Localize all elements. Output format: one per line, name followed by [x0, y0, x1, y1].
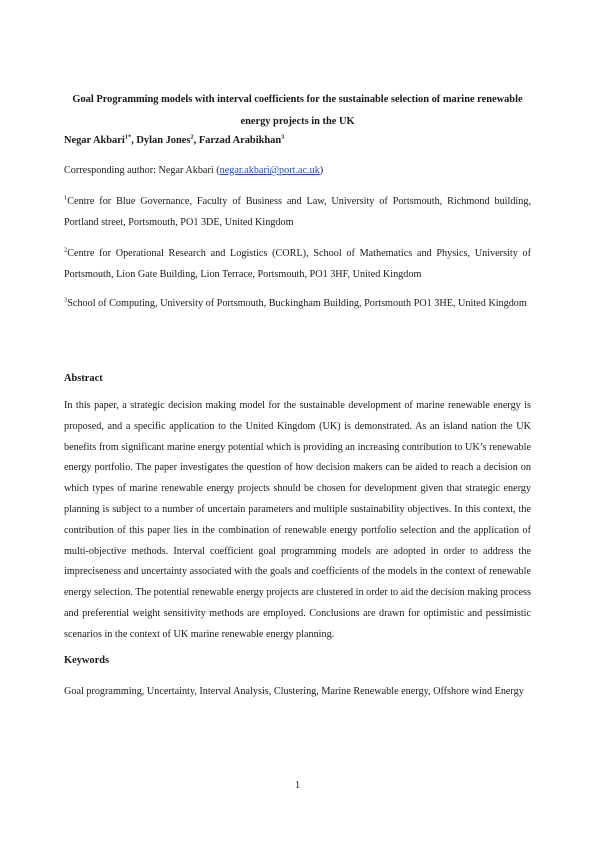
- abstract-heading: Abstract: [64, 373, 103, 384]
- affiliation-text: School of Computing, University of Portsmouth, Buckingham Building, Portsmouth PO1 3HE, United Kingdom: [67, 298, 527, 309]
- author-affiliation-marker: 3: [281, 133, 285, 141]
- affiliation-marker: 3: [64, 296, 68, 304]
- author-affiliation-marker: 1*: [124, 133, 132, 141]
- author-separator: ,: [193, 135, 199, 146]
- email-link[interactable]: negar.akbari@port.ac.uk: [219, 165, 320, 176]
- affiliation: [64, 293, 531, 314]
- author-list: [64, 134, 284, 148]
- author-name: Negar Akbari: [64, 135, 125, 146]
- corresponding-author-close: ): [319, 165, 324, 176]
- abstract-body: In this paper, a strategic decision making model for the sustainable development of marine renewable energy is proposed, and a specific application to the United Kingdom (UK) is demonstrated. As an island nation the UK benefits from significant marine energy potential which is providing an increasing contribution to UK’s renewable energy portfolio. The paper investigates the question of how decision makers can be aided to reach a decision on which types of marine renewable energy projects should be chosen for development given that strategic energy planning is subject to a number of uncertain parameters and multiple sustainability objectives. In this context, the contribution of this paper lies in the combination of renewable energy portfolio selection and the application of multi-objective methods. Interval coefficient goal programming models are adopted in order to address the impreciseness and uncertainty associated with the goals and coefficients of the models in the context of renewable energy selection. The potential renewable energy projects are clustered in order to aid the decision making process and preferential weight sensitivity methods are employed. Conclusions are drawn for optimistic and pessimistic scenarios in the context of UK marine renewable energy planning.: [64, 400, 531, 640]
- paper-title: Goal Programming models with interval coefficients for the sustainable selection of marine renewable energy projects in the UK: [72, 94, 523, 127]
- page-number: 1: [294, 780, 301, 791]
- affiliation-marker: 1: [64, 194, 68, 202]
- author-affiliation-marker: 2: [190, 133, 194, 141]
- affiliation: [64, 191, 531, 233]
- author-name: Dylan Jones: [136, 135, 191, 146]
- corresponding-author: [64, 164, 323, 178]
- affiliation-text: Centre for Operational Research and Logistics (CORL), School of Mathematics and Physics, University of Portsmouth, Lion Gate Building, Lion Terrace, Portsmouth, PO1 3HF, United Kingdom: [64, 248, 531, 280]
- affiliation-marker: 2: [64, 246, 68, 254]
- affiliation-text: Centre for Blue Governance, Faculty of Business and Law, University of Portsmouth, Richmond building, Portland street, Portsmouth, PO1 3DE, United Kingdom: [64, 196, 531, 228]
- affiliation: [64, 243, 531, 285]
- author-name: Farzad Arabikhan: [198, 135, 282, 146]
- author-separator: ,: [131, 135, 137, 146]
- keywords-body: Goal programming, Uncertainty, Interval Analysis, Clustering, Marine Renewable energy, Offshore wind Energy: [64, 686, 524, 697]
- keywords-heading: Keywords: [64, 655, 110, 666]
- corresponding-author-label: Corresponding author: Negar Akbari (: [64, 165, 220, 176]
